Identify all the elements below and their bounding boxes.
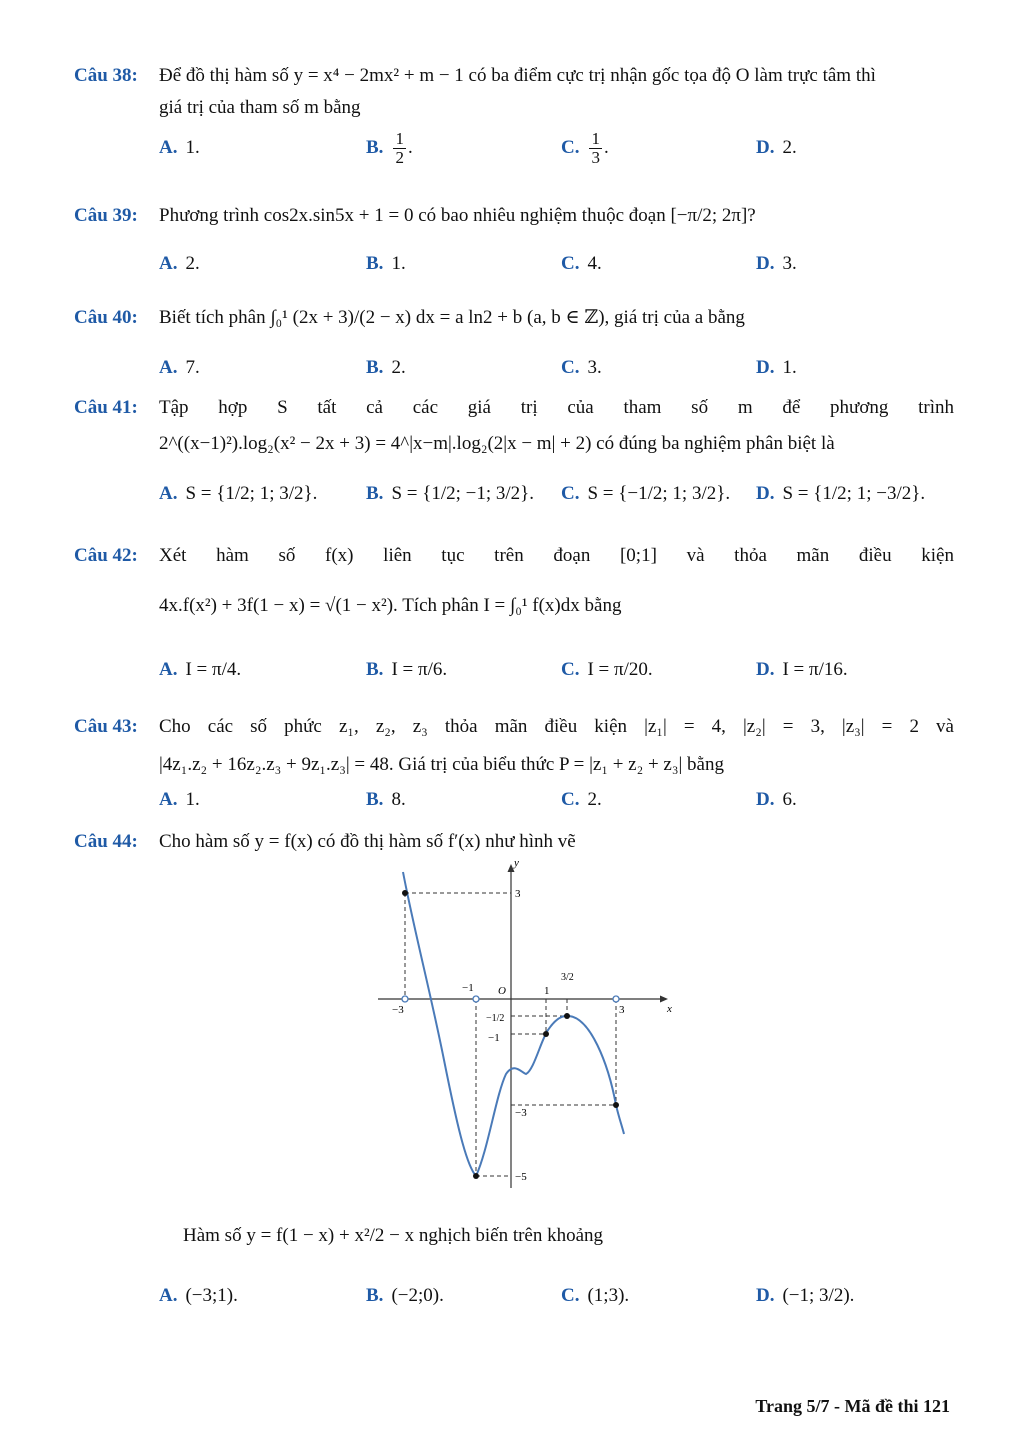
option-a[interactable]: A. I = π/4. bbox=[159, 659, 242, 680]
option-a[interactable]: A. 1. bbox=[159, 137, 200, 158]
options-40 bbox=[159, 348, 959, 388]
tick-label: −1/2 bbox=[486, 1013, 505, 1024]
option-d[interactable]: D. S = {1/2; 1; −3/2}. bbox=[756, 483, 926, 504]
tick-label: −1 bbox=[462, 982, 474, 994]
option-b[interactable]: B. I = π/6. bbox=[366, 659, 448, 680]
option-b[interactable]: B. $\frac{1}{2}$ . bbox=[366, 128, 413, 167]
question-text: Cho các số phức z₁, z₂, z₃ thỏa mãn điều kiện |z₁| = 4, |z₂| = 3, |z₃| = 2 và |4z₁.z₂ + 16z₂.z₃ + 9z₁.z₃| = 48. Giá trị của biểu thức P = |z₁ + z₂ + z₃| bằng bbox=[159, 716, 954, 775]
question-label: Câu 38: bbox=[74, 65, 138, 86]
option-b[interactable]: B. 1. bbox=[366, 253, 406, 274]
question-label: Câu 42: bbox=[74, 545, 138, 566]
option-d[interactable]: D. I = π/16. bbox=[756, 659, 848, 680]
options-41 bbox=[159, 474, 959, 514]
option-d[interactable]: D. 3. bbox=[756, 253, 797, 274]
question-text: Để đồ thị hàm số y = x⁴ − 2mx² + m − 1 có ba điểm cực trị nhận gốc tọa độ O làm trực tâm thì giá trị của tham số m bằng bbox=[159, 65, 876, 118]
question-label: Câu 39: bbox=[74, 205, 138, 226]
option-d[interactable]: D. (−1; 3/2). bbox=[756, 1285, 855, 1306]
option-c[interactable]: C. 3. bbox=[561, 357, 602, 378]
question-41 bbox=[74, 392, 954, 460]
y-axis-label: y bbox=[514, 858, 519, 869]
option-b[interactable]: B. 8. bbox=[366, 789, 406, 810]
question-text: Cho hàm số y = f(x) có đồ thị hàm số f′(x) như hình vẽ bbox=[159, 831, 576, 852]
question-text: Biết tích phân ∫₀¹ (2x + 3)/(2 − x) dx = a ln2 + b (a, b ∈ ℤ), giá trị của a bằng bbox=[159, 307, 745, 328]
option-b[interactable]: B. 2. bbox=[366, 357, 406, 378]
derivative-curve bbox=[403, 872, 624, 1176]
option-c[interactable]: C. $\frac{1}{3}$ . bbox=[561, 128, 609, 167]
exam-code: Mã đề thi 121 bbox=[844, 1396, 950, 1416]
question-label: Câu 41: bbox=[74, 397, 138, 418]
page-number: Trang 5/7 bbox=[755, 1396, 830, 1416]
question-text: Tập hợp S tất cả các giá trị của tham số m để phương trình 2^((x−1)²).log₂(x² − 2x + 3) = 4^|x−m|.log₂(2|x − m| + 2) có đúng ba nghiệm phân biệt là bbox=[159, 397, 954, 454]
origin-label: O bbox=[498, 985, 506, 997]
option-a[interactable]: A. (−3;1). bbox=[159, 1285, 238, 1306]
option-d[interactable]: D. 6. bbox=[756, 789, 797, 810]
question-40 bbox=[74, 302, 954, 334]
question-43 bbox=[74, 711, 954, 781]
question-44 bbox=[74, 826, 954, 858]
tick-label: −3 bbox=[515, 1107, 527, 1119]
option-b[interactable]: B. (−2;0). bbox=[366, 1285, 444, 1306]
question-text: Xét hàm số f(x) liên tục trên đoạn [0;1] và thỏa mãn điều kiện 4x.f(x²) + 3f(1 − x) = √(1 − x²). Tích phân I = ∫₀¹ f(x)dx bằng bbox=[159, 545, 954, 616]
option-a[interactable]: A. S = {1/2; 1; 3/2}. bbox=[159, 483, 318, 504]
options-38 bbox=[159, 128, 959, 168]
question-text: Phương trình cos2x.sin5x + 1 = 0 có bao nhiêu nghiệm thuộc đoạn [−π/2; 2π]? bbox=[159, 205, 756, 226]
x-axis-label: x bbox=[667, 1003, 672, 1015]
question-39 bbox=[74, 200, 954, 232]
tick-label: −3 bbox=[392, 1004, 404, 1016]
option-a[interactable]: A. 2. bbox=[159, 253, 200, 274]
option-a[interactable]: A. 7. bbox=[159, 357, 200, 378]
option-b[interactable]: B. S = {1/2; −1; 3/2}. bbox=[366, 483, 535, 504]
option-c[interactable]: C. I = π/20. bbox=[561, 659, 653, 680]
options-43 bbox=[159, 780, 959, 820]
derivative-graph bbox=[370, 858, 680, 1193]
option-c[interactable]: C. S = {−1/2; 1; 3/2}. bbox=[561, 483, 731, 504]
page-footer: Trang 5/7 - Mã đề thi 121 bbox=[755, 1396, 950, 1416]
tick-label: 3 bbox=[515, 888, 521, 900]
option-d[interactable]: D. 1. bbox=[756, 357, 797, 378]
question-44-prompt: Hàm số y = f(1 − x) + x²/2 − x nghịch biến trên khoảng bbox=[183, 1225, 604, 1246]
tick-label: −1 bbox=[488, 1032, 500, 1044]
tick-label: 3 bbox=[619, 1004, 625, 1016]
question-42 bbox=[74, 540, 954, 622]
options-39 bbox=[159, 244, 959, 284]
option-c[interactable]: C. 2. bbox=[561, 789, 602, 810]
tick-label: 1 bbox=[544, 985, 550, 997]
options-42 bbox=[159, 650, 959, 690]
option-a[interactable]: A. 1. bbox=[159, 789, 200, 810]
options-44 bbox=[159, 1276, 959, 1316]
question-label: Câu 40: bbox=[74, 307, 138, 328]
question-label: Câu 43: bbox=[74, 716, 138, 737]
option-d[interactable]: D. 2. bbox=[756, 137, 797, 158]
question-label: Câu 44: bbox=[74, 831, 138, 852]
x-axis-arrow-icon bbox=[660, 996, 668, 1003]
question-38 bbox=[74, 60, 954, 124]
option-c[interactable]: C. (1;3). bbox=[561, 1285, 630, 1306]
tick-label: −5 bbox=[515, 1171, 527, 1183]
tick-label: 3/2 bbox=[561, 972, 574, 983]
option-c[interactable]: C. 4. bbox=[561, 253, 602, 274]
